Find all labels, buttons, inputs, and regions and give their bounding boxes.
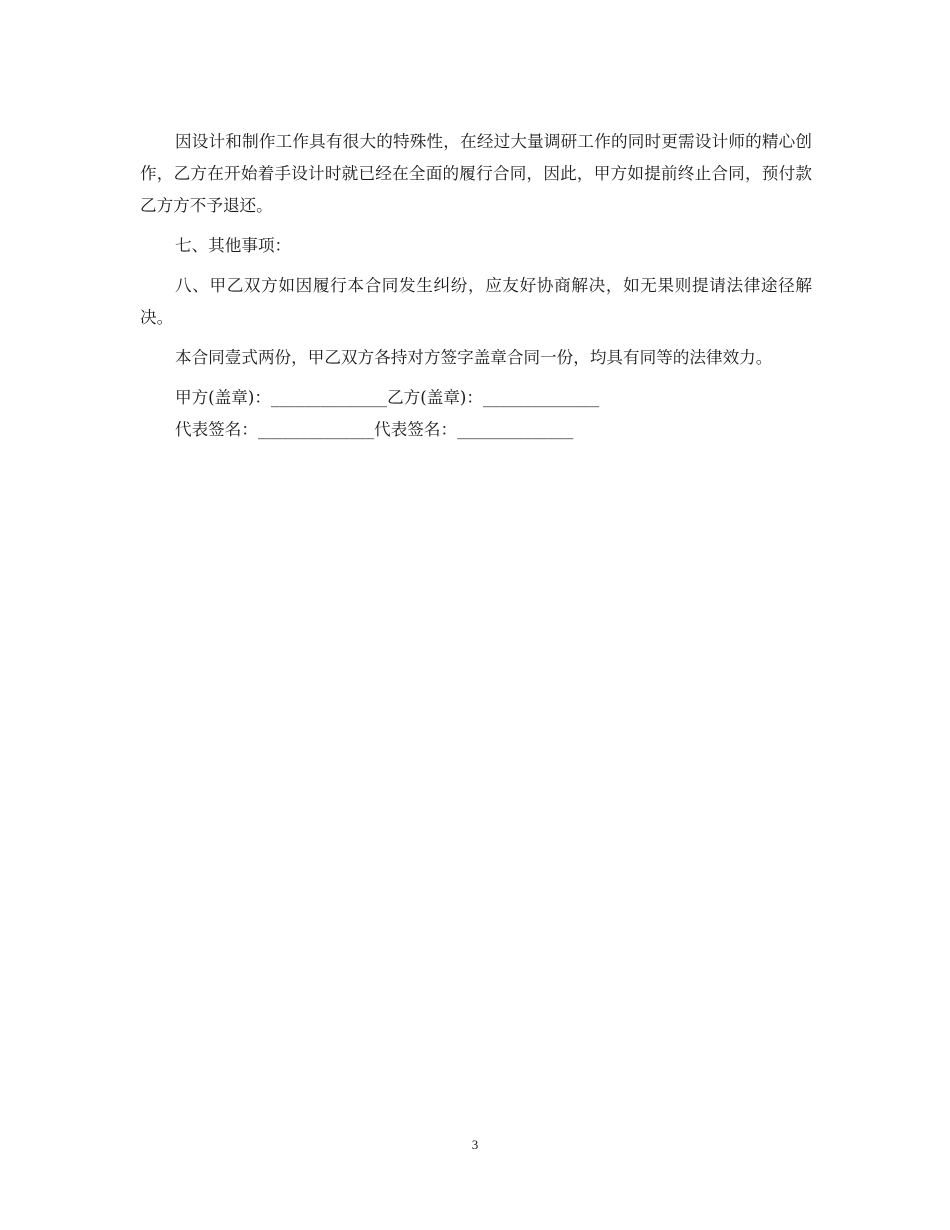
section-heading-other-matters: 七、其他事项：	[175, 236, 292, 255]
representative-signature-line: 代表签名：______________代表签名：______________	[175, 420, 574, 439]
document-body	[140, 126, 812, 446]
seal-signature-line: 甲方(盖章)：______________乙方(盖章)：______________	[175, 388, 600, 407]
paragraph-design-special-nature: 因设计和制作工作具有很大的特殊性，在经过大量调研工作的同时更需设计师的精心创作，乙方在开始着手设计时就已经在全面的履行合同，因此，甲方如提前终止合同，预付款乙方方不予退还。	[140, 132, 812, 215]
paragraph-contract-copies: 本合同壹式两份，甲乙双方各持对方签字盖章合同一份，均具有同等的法律效力。	[175, 348, 773, 367]
paragraph-dispute-resolution: 八、甲乙双方如因履行本合同发生纠纷，应友好协商解决，如无果则提请法律途径解决。	[140, 276, 812, 327]
page-number: 3	[471, 1137, 479, 1152]
